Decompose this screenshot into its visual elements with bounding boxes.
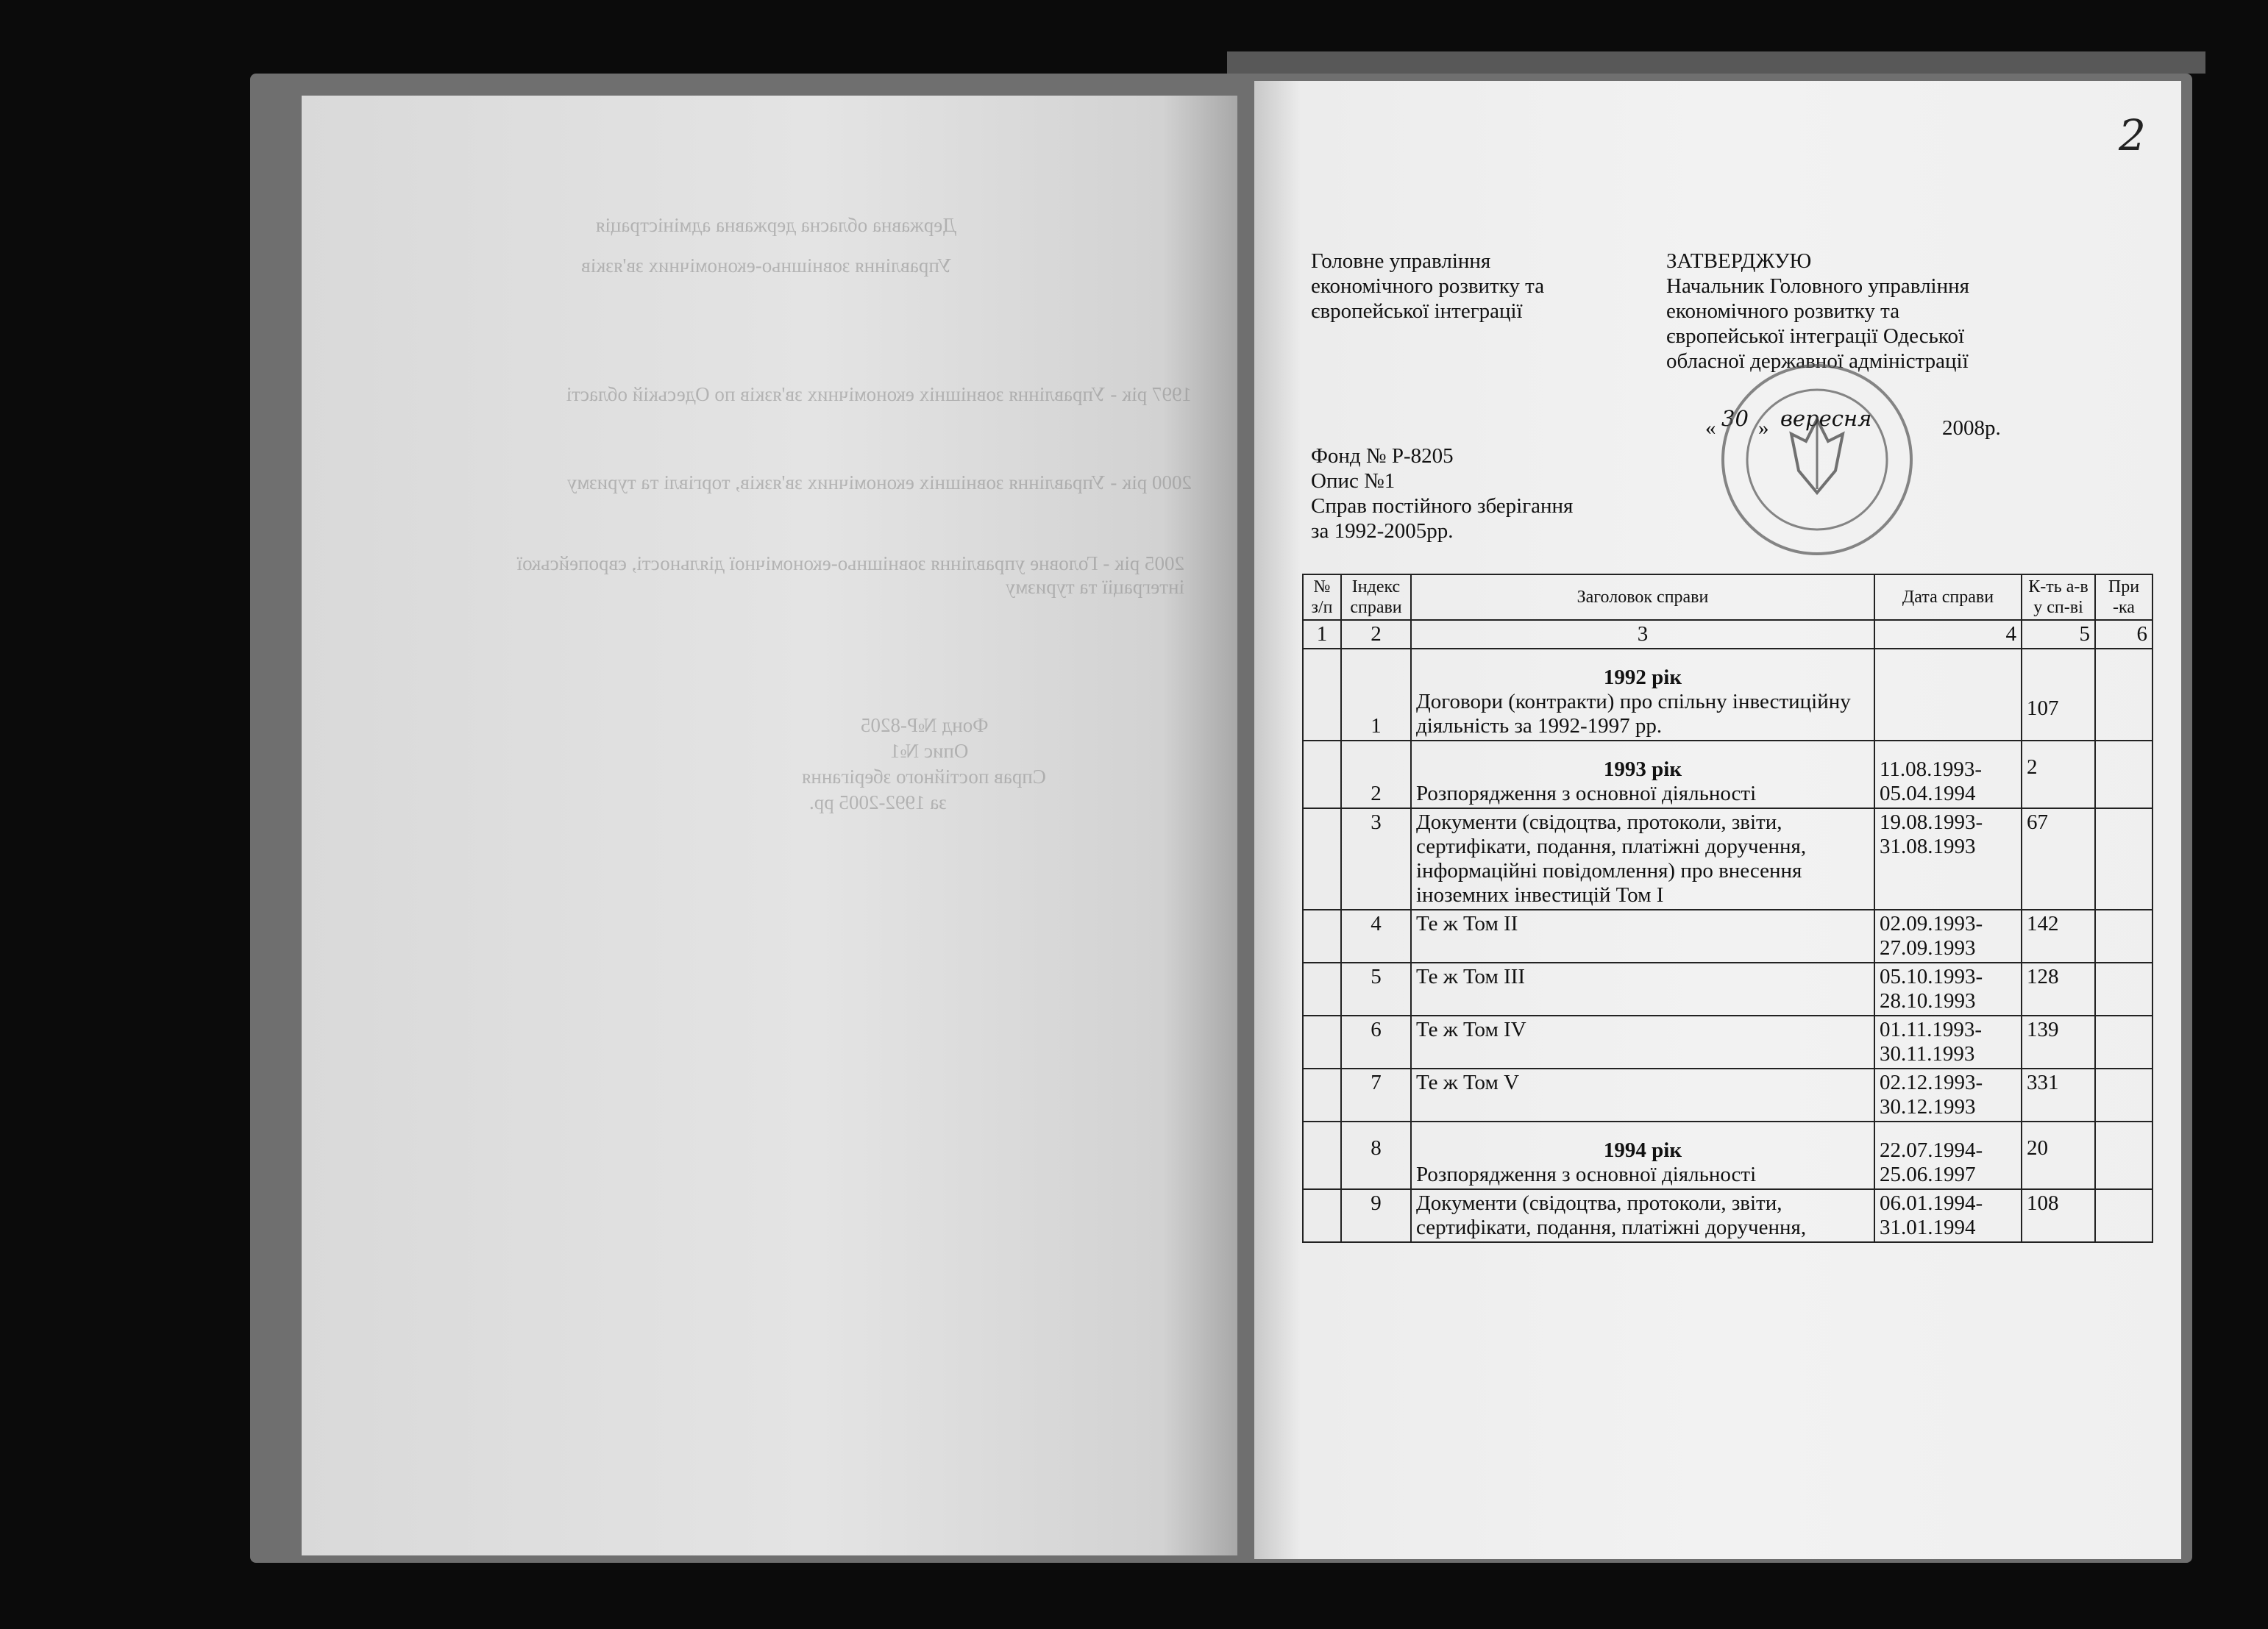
- row-number: 4: [1341, 910, 1411, 963]
- row-title: Розпорядження з основної діяльності: [1416, 1163, 1757, 1186]
- table-row: [1303, 1189, 2153, 1242]
- column-header: Заголовок справи: [1411, 574, 1874, 620]
- row-date: 02.09.1993-27.09.1993: [1874, 910, 2022, 963]
- column-number: 1: [1303, 620, 1341, 649]
- row-title-cell: [1411, 649, 1874, 741]
- row-number: 9: [1341, 1189, 1411, 1242]
- row-date: 19.08.1993-31.08.1993: [1874, 808, 2022, 910]
- row-title: Документи (свідоцтва, протоколи, звіти, сертифікати, подання, платіжні доручення, інформаційні повідомлення) про внесення іноземних інвестицій Том I: [1411, 808, 1874, 910]
- column-number: 2: [1341, 620, 1411, 649]
- table-row: [1303, 649, 2153, 741]
- table-row: [1303, 1016, 2153, 1069]
- row-title: Договори (контракти) про спільну інвестиційну діяльність за 1992-1997 рр.: [1416, 690, 1851, 738]
- year-heading: 1994 рік: [1603, 1138, 1682, 1162]
- approval-block: [1666, 249, 1969, 374]
- approval-line: обласної державної адміністрації: [1666, 349, 1969, 373]
- organization-line: економічного розвитку та: [1311, 274, 1545, 298]
- inventory-table: [1302, 574, 2153, 1243]
- column-header: Індекс справи: [1341, 574, 1411, 620]
- page-number: 2: [2119, 110, 2146, 160]
- mirror-line: Справ постійного зберігання: [802, 766, 1046, 788]
- table-row: [1303, 741, 2153, 808]
- row-title: Те ж Том III: [1411, 963, 1874, 1016]
- mirror-line: Фонд №Р-8205: [861, 714, 989, 736]
- fond-line: Фонд № Р-8205: [1311, 444, 1454, 468]
- row-title-cell: [1411, 1122, 1874, 1189]
- row-number: 7: [1341, 1069, 1411, 1122]
- table-row: [1303, 1069, 2153, 1122]
- column-header: № з/п: [1303, 574, 1341, 620]
- approval-date-mid: »: [1758, 416, 1769, 440]
- folder-cover-edge: [1227, 51, 2205, 74]
- column-number: 6: [2095, 620, 2153, 649]
- mirror-line: 2000 рік - Управління зовнішніх економічних зв'язків, торгівлі та туризму: [566, 471, 1192, 493]
- mirror-line: 2005 рік - Головне управління зовнішньо-економічної діяльності, європейської інтеграції та туризму: [516, 552, 1184, 598]
- row-number: 1: [1341, 649, 1411, 741]
- approval-date-year: 2008р.: [1942, 416, 2001, 440]
- approval-line: Начальник Головного управління: [1666, 274, 1969, 298]
- row-date: 06.01.1994-31.01.1994: [1874, 1189, 2022, 1242]
- row-count: 67: [2022, 808, 2095, 910]
- row-title-cell: [1411, 741, 1874, 808]
- row-count: 108: [2022, 1189, 2095, 1242]
- mirror-line: Державна обласна державна адміністрація: [596, 214, 957, 236]
- approval-title: ЗАТВЕРДЖУЮ: [1666, 249, 1812, 273]
- mirror-line: за 1992-2005 рр.: [809, 791, 947, 813]
- row-number: 6: [1341, 1016, 1411, 1069]
- approval-date-open: «: [1705, 416, 1716, 440]
- row-date: 02.12.1993-30.12.1993: [1874, 1069, 2022, 1122]
- row-number: 3: [1341, 808, 1411, 910]
- column-number: 4: [1874, 620, 2022, 649]
- approval-date-month: вересня: [1780, 406, 1872, 431]
- row-date: [1874, 649, 2022, 741]
- row-count: 139: [2022, 1016, 2095, 1069]
- row-date: 11.08.1993-05.04.1994: [1874, 741, 2022, 808]
- row-count: 107: [2022, 649, 2095, 741]
- row-count: 128: [2022, 963, 2095, 1016]
- mirror-line: 1997 рік - Управління зовнішніх економічних зв'язків по Одеській області: [566, 383, 1192, 405]
- row-number: 5: [1341, 963, 1411, 1016]
- row-count: 2: [2022, 741, 2095, 808]
- year-heading: 1992 рік: [1603, 666, 1682, 689]
- row-count: 20: [2022, 1122, 2095, 1189]
- fond-line: Справ постійного зберігання: [1311, 494, 1574, 518]
- row-date: 01.11.1993-30.11.1993: [1874, 1016, 2022, 1069]
- fond-line: Опис №1: [1311, 469, 1396, 493]
- row-date: 22.07.1994-25.06.1997: [1874, 1122, 2022, 1189]
- row-count: 331: [2022, 1069, 2095, 1122]
- row-title: Розпорядження з основної діяльності: [1416, 782, 1757, 805]
- organization-block: [1311, 249, 1544, 324]
- official-seal-icon: [1718, 360, 1916, 559]
- table-header-row: [1303, 574, 2153, 620]
- column-number-row: [1303, 620, 2153, 649]
- organization-line: європейської інтеграції: [1311, 299, 1523, 323]
- table-row: [1303, 963, 2153, 1016]
- table-row: [1303, 910, 2153, 963]
- table-row: [1303, 808, 2153, 910]
- approval-line: європейської інтеграції Одеської: [1666, 324, 1965, 348]
- organization-line: Головне управління: [1311, 249, 1491, 273]
- left-page: [302, 96, 1237, 1555]
- column-number: 5: [2022, 620, 2095, 649]
- column-header: При -ка: [2095, 574, 2153, 620]
- mirror-line: Опис №1: [890, 740, 969, 762]
- row-title: Те ж Том IV: [1411, 1016, 1874, 1069]
- mirror-line: Управління зовнішньо-економічних зв'язків: [581, 254, 952, 277]
- table-row: [1303, 1122, 2153, 1189]
- column-header: Дата справи: [1874, 574, 2022, 620]
- fond-line: за 1992-2005рр.: [1311, 519, 1454, 543]
- year-heading: 1993 рік: [1603, 758, 1682, 781]
- row-number: 2: [1341, 741, 1411, 808]
- row-date: 05.10.1993-28.10.1993: [1874, 963, 2022, 1016]
- approval-line: економічного розвитку та: [1666, 299, 1900, 323]
- column-number: 3: [1411, 620, 1874, 649]
- row-count: 142: [2022, 910, 2095, 963]
- row-title: Те ж Том II: [1411, 910, 1874, 963]
- approval-date-day: 30: [1721, 406, 1749, 431]
- fond-block: [1311, 443, 1573, 543]
- row-number: 8: [1341, 1122, 1411, 1189]
- column-header: К-ть а-в у сп-ві: [2022, 574, 2095, 620]
- row-title: Те ж Том V: [1411, 1069, 1874, 1122]
- row-title: Документи (свідоцтва, протоколи, звіти, сертифікати, подання, платіжні доручення,: [1411, 1189, 1874, 1242]
